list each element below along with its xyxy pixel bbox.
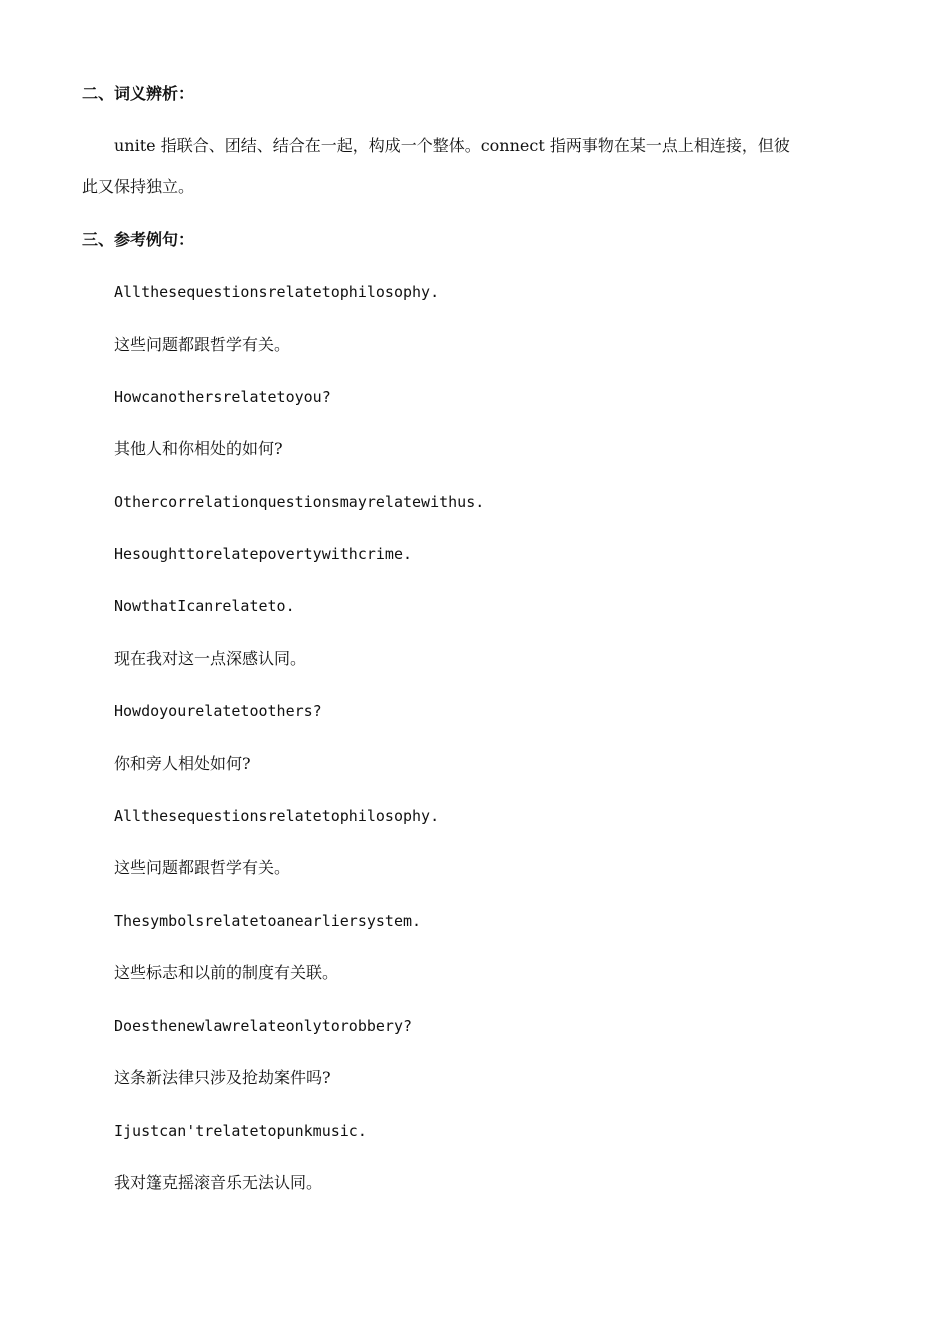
example-sentence-zh: 这些标志和以前的制度有关联。 [114, 963, 339, 982]
example-sentence-zh: 你和旁人相处如何? [114, 754, 251, 773]
paragraph-line: unite 指联合、团结、结合在一起，构成一个整体。connect 指两事物在某一点上相连接，但彼 [114, 136, 790, 155]
example-sentence-en: Hesoughttorelatepovertywithcrime. [114, 545, 413, 563]
example-sentence-zh: 其他人和你相处的如何? [114, 439, 283, 458]
example-sentence-en: Othercorrelationquestionsmayrelatewithus. [114, 493, 485, 511]
paragraph-line: 此又保持独立。 [82, 177, 195, 196]
example-sentence-en: Ijustcan'trelatetopunkmusic. [114, 1122, 367, 1140]
example-sentence-en: Howcanothersrelatetoyou? [114, 388, 331, 406]
example-sentence-zh: 这些问题都跟哲学有关。 [114, 858, 291, 877]
example-sentence-en: Allthesequestionsrelatetophilosophy. [114, 283, 440, 301]
example-sentence-en: Doesthenewlawrelateonlytorobbery? [114, 1017, 413, 1035]
example-sentence-zh: 现在我对这一点深感认同。 [114, 649, 307, 668]
example-sentence-zh: 我对篷克摇滚音乐无法认同。 [114, 1173, 323, 1192]
section-heading-word-distinction: 二、词义辨析： [82, 84, 195, 103]
example-sentence-en: Howdoyourelatetoothers? [114, 702, 322, 720]
example-sentence-zh: 这条新法律只涉及抢劫案件吗? [114, 1068, 331, 1087]
distinction-paragraph [82, 136, 872, 197]
example-sentence-en: Allthesequestionsrelatetophilosophy. [114, 807, 440, 825]
section-heading-example-sentences: 三、参考例句： [82, 230, 195, 249]
example-sentence-en: NowthatIcanrelateto. [114, 597, 295, 615]
example-sentence-en: Thesymbolsrelatetoanearliersystem. [114, 912, 422, 930]
example-sentence-zh: 这些问题都跟哲学有关。 [114, 335, 291, 354]
